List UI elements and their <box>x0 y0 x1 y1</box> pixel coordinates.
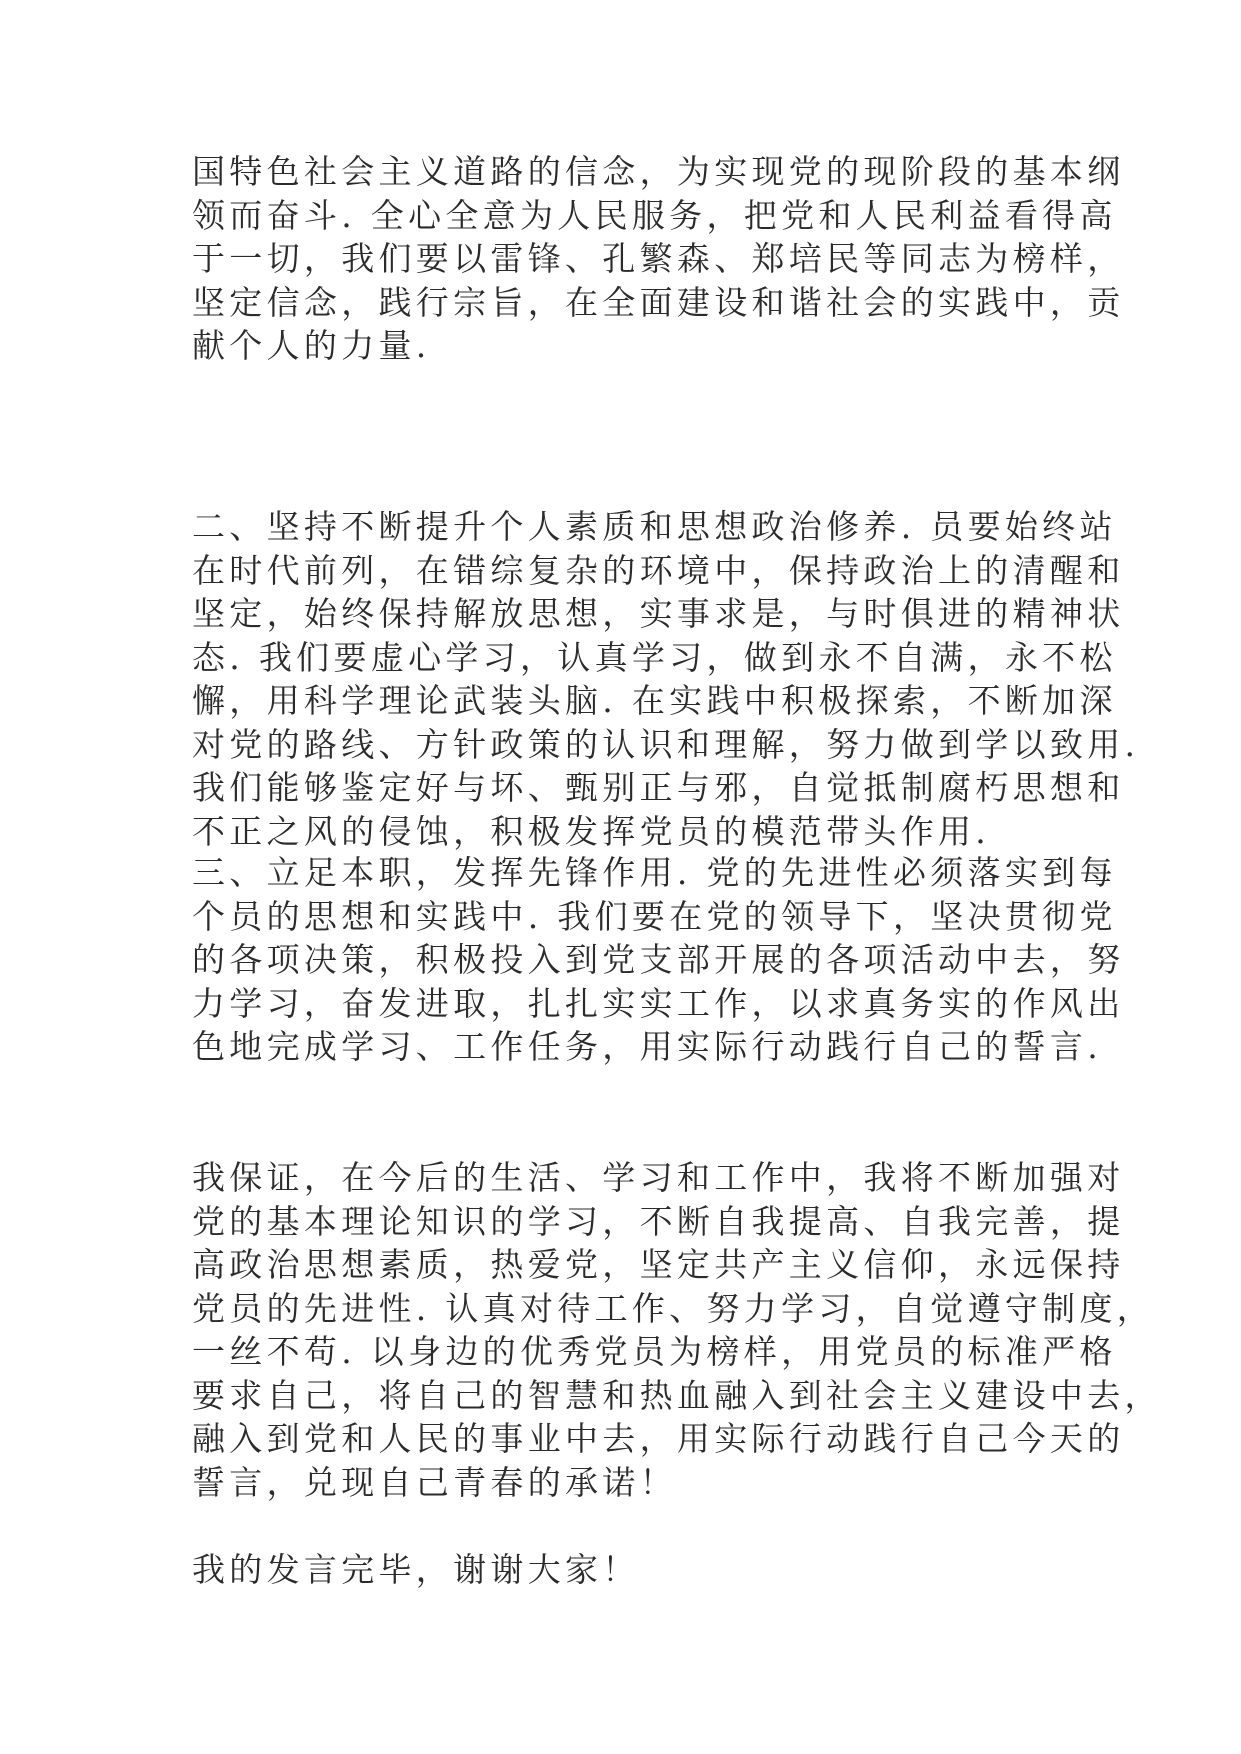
text-line: 我们能够鉴定好与坏、甄别正与邪，自觉抵制腐朽思想和 <box>192 768 1125 807</box>
text-line: 领而奋斗. 全心全意为人民服务，把党和人民利益看得高 <box>192 195 1117 235</box>
text-line: 我保证，在今后的生活、学习和工作中，我将不断加强对 <box>192 1158 1125 1197</box>
text-line: 个员的思想和实践中. 我们要在党的领导下，坚决贯彻党 <box>192 896 1117 936</box>
paragraph-closing <box>192 1548 1052 1592</box>
text-line: 党的基本理论知识的学习，不断自我提高、自我完善，提 <box>192 1201 1125 1241</box>
text-line: 我的发言完毕，谢谢大家！ <box>192 1550 640 1589</box>
text-line: 不正之风的侵蚀，积极发挥党员的模范带头作用. <box>192 811 991 851</box>
paragraph-section-two <box>192 505 1140 853</box>
text-line: 坚定信念，践行宗旨，在全面建设和谐社会的实践中，贡 <box>192 282 1125 322</box>
text-line: 融入到党和人民的事业中去，用实际行动践行自己今天的 <box>192 1419 1125 1458</box>
paragraph-section-three <box>192 851 1125 1069</box>
text-line: 国特色社会主义道路的信念，为实现党的现阶段的基本纲 <box>192 152 1125 191</box>
text-line: 的各项决策，积极投入到党支部开展的各项活动中去，努 <box>192 940 1125 979</box>
text-line: 对党的路线、方针政策的认识和理解，努力做到学以致用. <box>192 724 1140 764</box>
text-line: 一丝不苟. 以身边的优秀党员为榜样，用党员的标准严格 <box>192 1332 1117 1371</box>
text-line: 色地完成学习、工作任务，用实际行动践行自己的誓言. <box>192 1027 1102 1066</box>
text-line: 懈，用科学理论武装头脑. 在实践中积极探索，不断加深 <box>192 681 1117 720</box>
text-line: 献个人的力量. <box>192 326 431 365</box>
text-line: 态. 我们要虚心学习，认真学习，做到永不自满，永不松 <box>192 637 1117 677</box>
text-line: 三、立足本职，发挥先锋作用. 党的先进性必须落实到每 <box>192 853 1117 892</box>
text-line: 坚定，始终保持解放思想，实事求是，与时俱进的精神状 <box>192 594 1125 633</box>
paragraph-faith <box>192 150 1125 368</box>
text-line: 在时代前列，在错综复杂的环境中，保持政治上的清醒和 <box>192 550 1125 590</box>
text-line: 二、坚持不断提升个人素质和思想政治修养. 员要始终站 <box>192 507 1117 546</box>
paragraph-pledge <box>192 1156 1162 1504</box>
text-line: 高政治思想素质，热爱党，坚定共产主义信仰，永远保持 <box>192 1245 1125 1284</box>
text-line: 要求自己，将自己的智慧和热血融入到社会主义建设中去， <box>192 1375 1162 1415</box>
text-line: 党员的先进性. 认真对待工作、努力学习，自觉遵守制度， <box>192 1288 1155 1328</box>
text-line: 于一切，我们要以雷锋、孔繁森、郑培民等同志为榜样， <box>192 239 1125 278</box>
text-line: 誓言，兑现自己青春的承诺！ <box>192 1462 677 1502</box>
text-line: 力学习，奋发进取，扎扎实实工作，以求真务实的作风出 <box>192 983 1125 1023</box>
